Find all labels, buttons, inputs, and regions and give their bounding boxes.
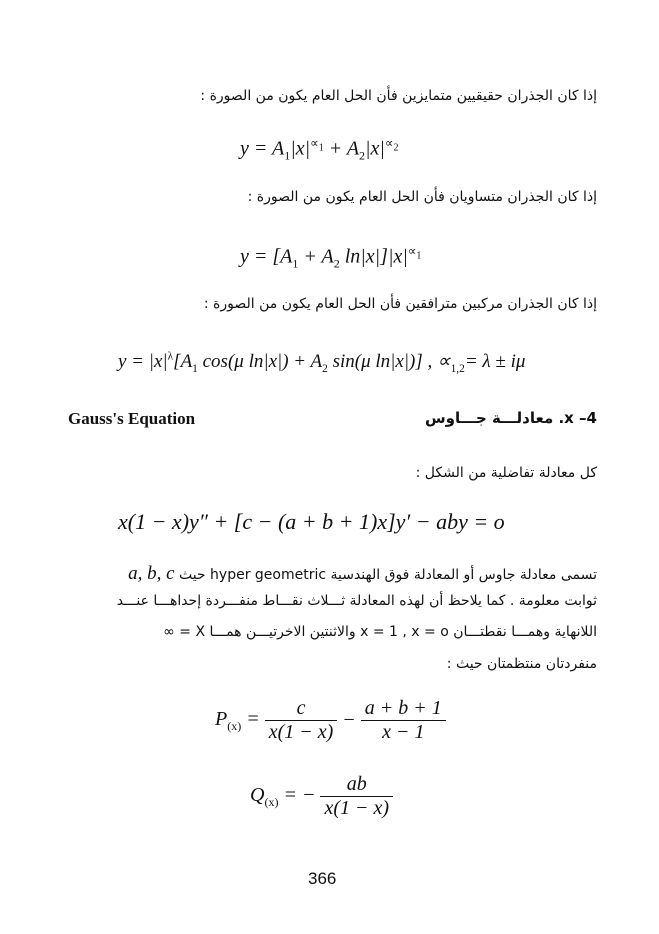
case3-text: إذا كان الجذران مركبين مترافقين فأن الحل العام يكون من الصورة :	[203, 296, 597, 312]
p-x-formula: $P_{(x)}$ = $\frac{c}{x(1 - x)}$ − $\frac{a + b + 1}{x - 1}$	[215, 697, 446, 744]
equation-case3: $y = |x|^\lambda[A_1$ cos(μ $\ln|x|) + A_2$ sin(μ ln|x|)] , $\propto_{1,2}= \lambda \pm i\mu$	[118, 350, 526, 375]
section-title-ar: x –4. معادلـــة جـــاوس	[424, 409, 597, 427]
section-title-en: Gauss's Equation	[68, 409, 196, 428]
case1-text: إذا كان الجذران حقيقيين متمايزين فأن الحل العام يكون من الصورة :	[200, 88, 597, 104]
equation-case1: $y = A_1|x|^{\propto_1} + A_2|x|^{\propto_2}$	[240, 136, 399, 163]
equation-case2: $y = [A_1 + A_2$ $\ln|x|]|x|^{\propto_1}$	[240, 244, 422, 271]
regular-points-line: منفردتان منتظمتان حيث :	[446, 656, 597, 672]
form-text: كل معادلة تفاضلية من الشكل :	[415, 465, 597, 481]
q-x-formula: $Q_{(x)}$ = − $\frac{ab}{x(1 - x)}$	[250, 773, 393, 820]
named-line: تسمى معادلة جاوس أو المعادلة فوق الهندسية hyper geometric حيث a, b, c	[128, 563, 597, 584]
page-number: 366	[308, 869, 337, 888]
constants-line: ثوابت معلومة . كما يلاحظ أن لهذه المعادلة ثـــلاث نقـــاط منفـــردة إحداهـــا عنـــد	[116, 593, 597, 609]
infinity-line: اللانهاية وهمـــا نقطتـــان x = 1 , x = o والاثنتين الاخرتيـــن همـــا X = ∞	[163, 624, 597, 640]
case2-text: إذا كان الجذران متساويان فأن الحل العام يكون من الصورة :	[247, 189, 597, 205]
gauss-equation: x(1 − x)y″ + [c − (a + b + 1)x]y′ − aby = o	[118, 509, 505, 534]
